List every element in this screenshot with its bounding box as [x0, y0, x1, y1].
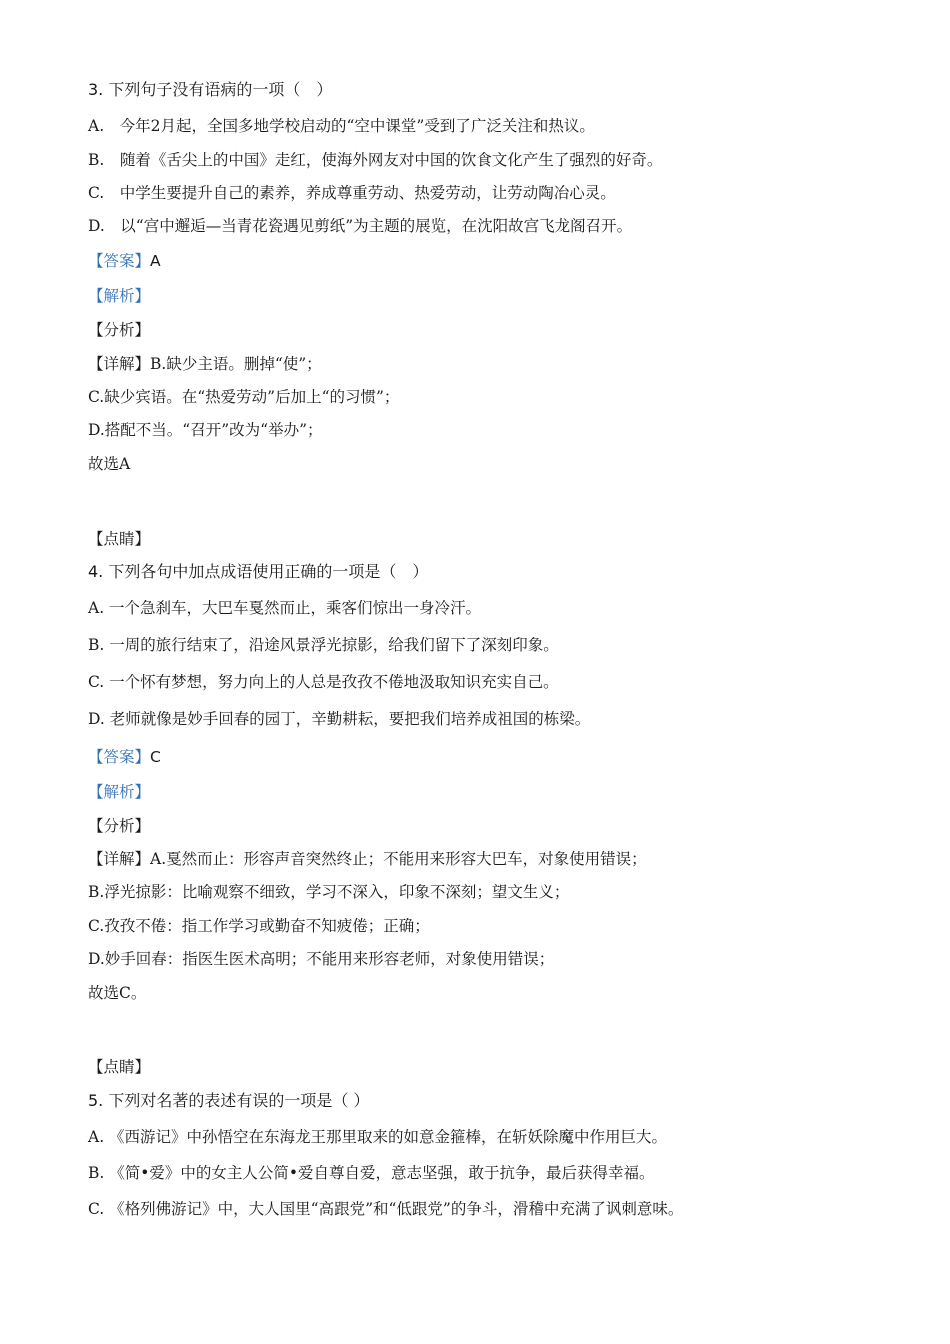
question-3-dianjing: 【点睛】 — [88, 530, 151, 548]
question-3-analysis-tag: 【解析】 — [88, 287, 151, 305]
question-3-option-d: D. 以“宫中邂逅—当青花瓷遇见剪纸”为主题的展览，在沈阳故宫飞龙阁召开。 — [88, 217, 633, 235]
question-4-detail-3: C.孜孜不倦：指工作学习或勤奋不知疲倦；正确； — [88, 917, 430, 935]
question-3-detail-1: 【详解】B.缺少主语。删掉“使”； — [88, 355, 322, 373]
question-4-dianjing: 【点睛】 — [88, 1058, 151, 1076]
question-4-option-d: D. 老师就像是妙手回春的园丁，辛勤耕耘，要把我们培养成祖国的栋梁。 — [88, 710, 591, 728]
question-4-detail-2: B.浮光掠影：比喻观察不细致，学习不深入，印象不深刻；望文生义； — [88, 883, 570, 901]
question-3-detail-2: C.缺少宾语。在“热爱劳动”后加上“的习惯”； — [88, 388, 400, 406]
question-4-stem: 4. 下列各句中加点成语使用正确的一项是（ ） — [88, 562, 429, 581]
question-5-option-c: C. 《格列佛游记》中，大人国里“高跟党”和“低跟党”的争斗，滑稽中充满了讽刺意味。 — [88, 1200, 684, 1218]
question-5-option-b: B. 《简•爱》中的女主人公简•爱自尊自爱，意志坚强，敢于抗争，最后获得幸福。 — [88, 1164, 655, 1182]
answer-tag: 【答案】 — [88, 748, 151, 766]
question-4-detail-5: 故选C。 — [88, 984, 147, 1002]
question-3-option-b: B. 随着《舌尖上的中国》走红，使海外网友对中国的饮食文化产生了强烈的好奇。 — [88, 151, 663, 169]
question-3-option-c: C. 中学生要提升自己的素养，养成尊重劳动、热爱劳动，让劳动陶冶心灵。 — [88, 184, 616, 202]
answer-value: C — [150, 748, 161, 766]
question-3-option-a: A. 今年2月起，全国多地学校启动的“空中课堂”受到了广泛关注和热议。 — [88, 117, 595, 135]
question-4-analysis-tag: 【解析】 — [88, 783, 151, 801]
question-4-option-c: C. 一个怀有梦想，努力向上的人总是孜孜不倦地汲取知识充实自己。 — [88, 673, 559, 691]
question-3-detail-4: 故选A — [88, 455, 131, 473]
question-4-option-b: B. 一周的旅行结束了，沿途风景浮光掠影，给我们留下了深刻印象。 — [88, 636, 559, 654]
question-4-fenxi: 【分析】 — [88, 817, 151, 835]
question-3-stem: 3. 下列句子没有语病的一项（ ） — [88, 80, 333, 99]
question-4-detail-1: 【详解】A.戛然而止：形容声音突然终止；不能用来形容大巴车，对象使用错误； — [88, 850, 647, 868]
question-3-answer — [88, 251, 161, 271]
question-3-detail-3: D.搭配不当。“召开”改为“举办”； — [88, 421, 323, 439]
answer-tag: 【答案】 — [88, 252, 151, 270]
answer-value: A — [150, 252, 161, 270]
question-5-stem: 5. 下列对名著的表述有误的一项是（ ） — [88, 1091, 370, 1110]
question-4-option-a: A. 一个急刹车，大巴车戛然而止，乘客们惊出一身冷汗。 — [88, 599, 482, 617]
question-5-option-a: A. 《西游记》中孙悟空在东海龙王那里取来的如意金箍棒，在斩妖除魔中作用巨大。 — [88, 1128, 668, 1146]
question-3-fenxi: 【分析】 — [88, 321, 151, 339]
question-4-detail-4: D.妙手回春：指医生医术高明；不能用来形容老师，对象使用错误； — [88, 950, 555, 968]
question-4-answer — [88, 747, 161, 767]
